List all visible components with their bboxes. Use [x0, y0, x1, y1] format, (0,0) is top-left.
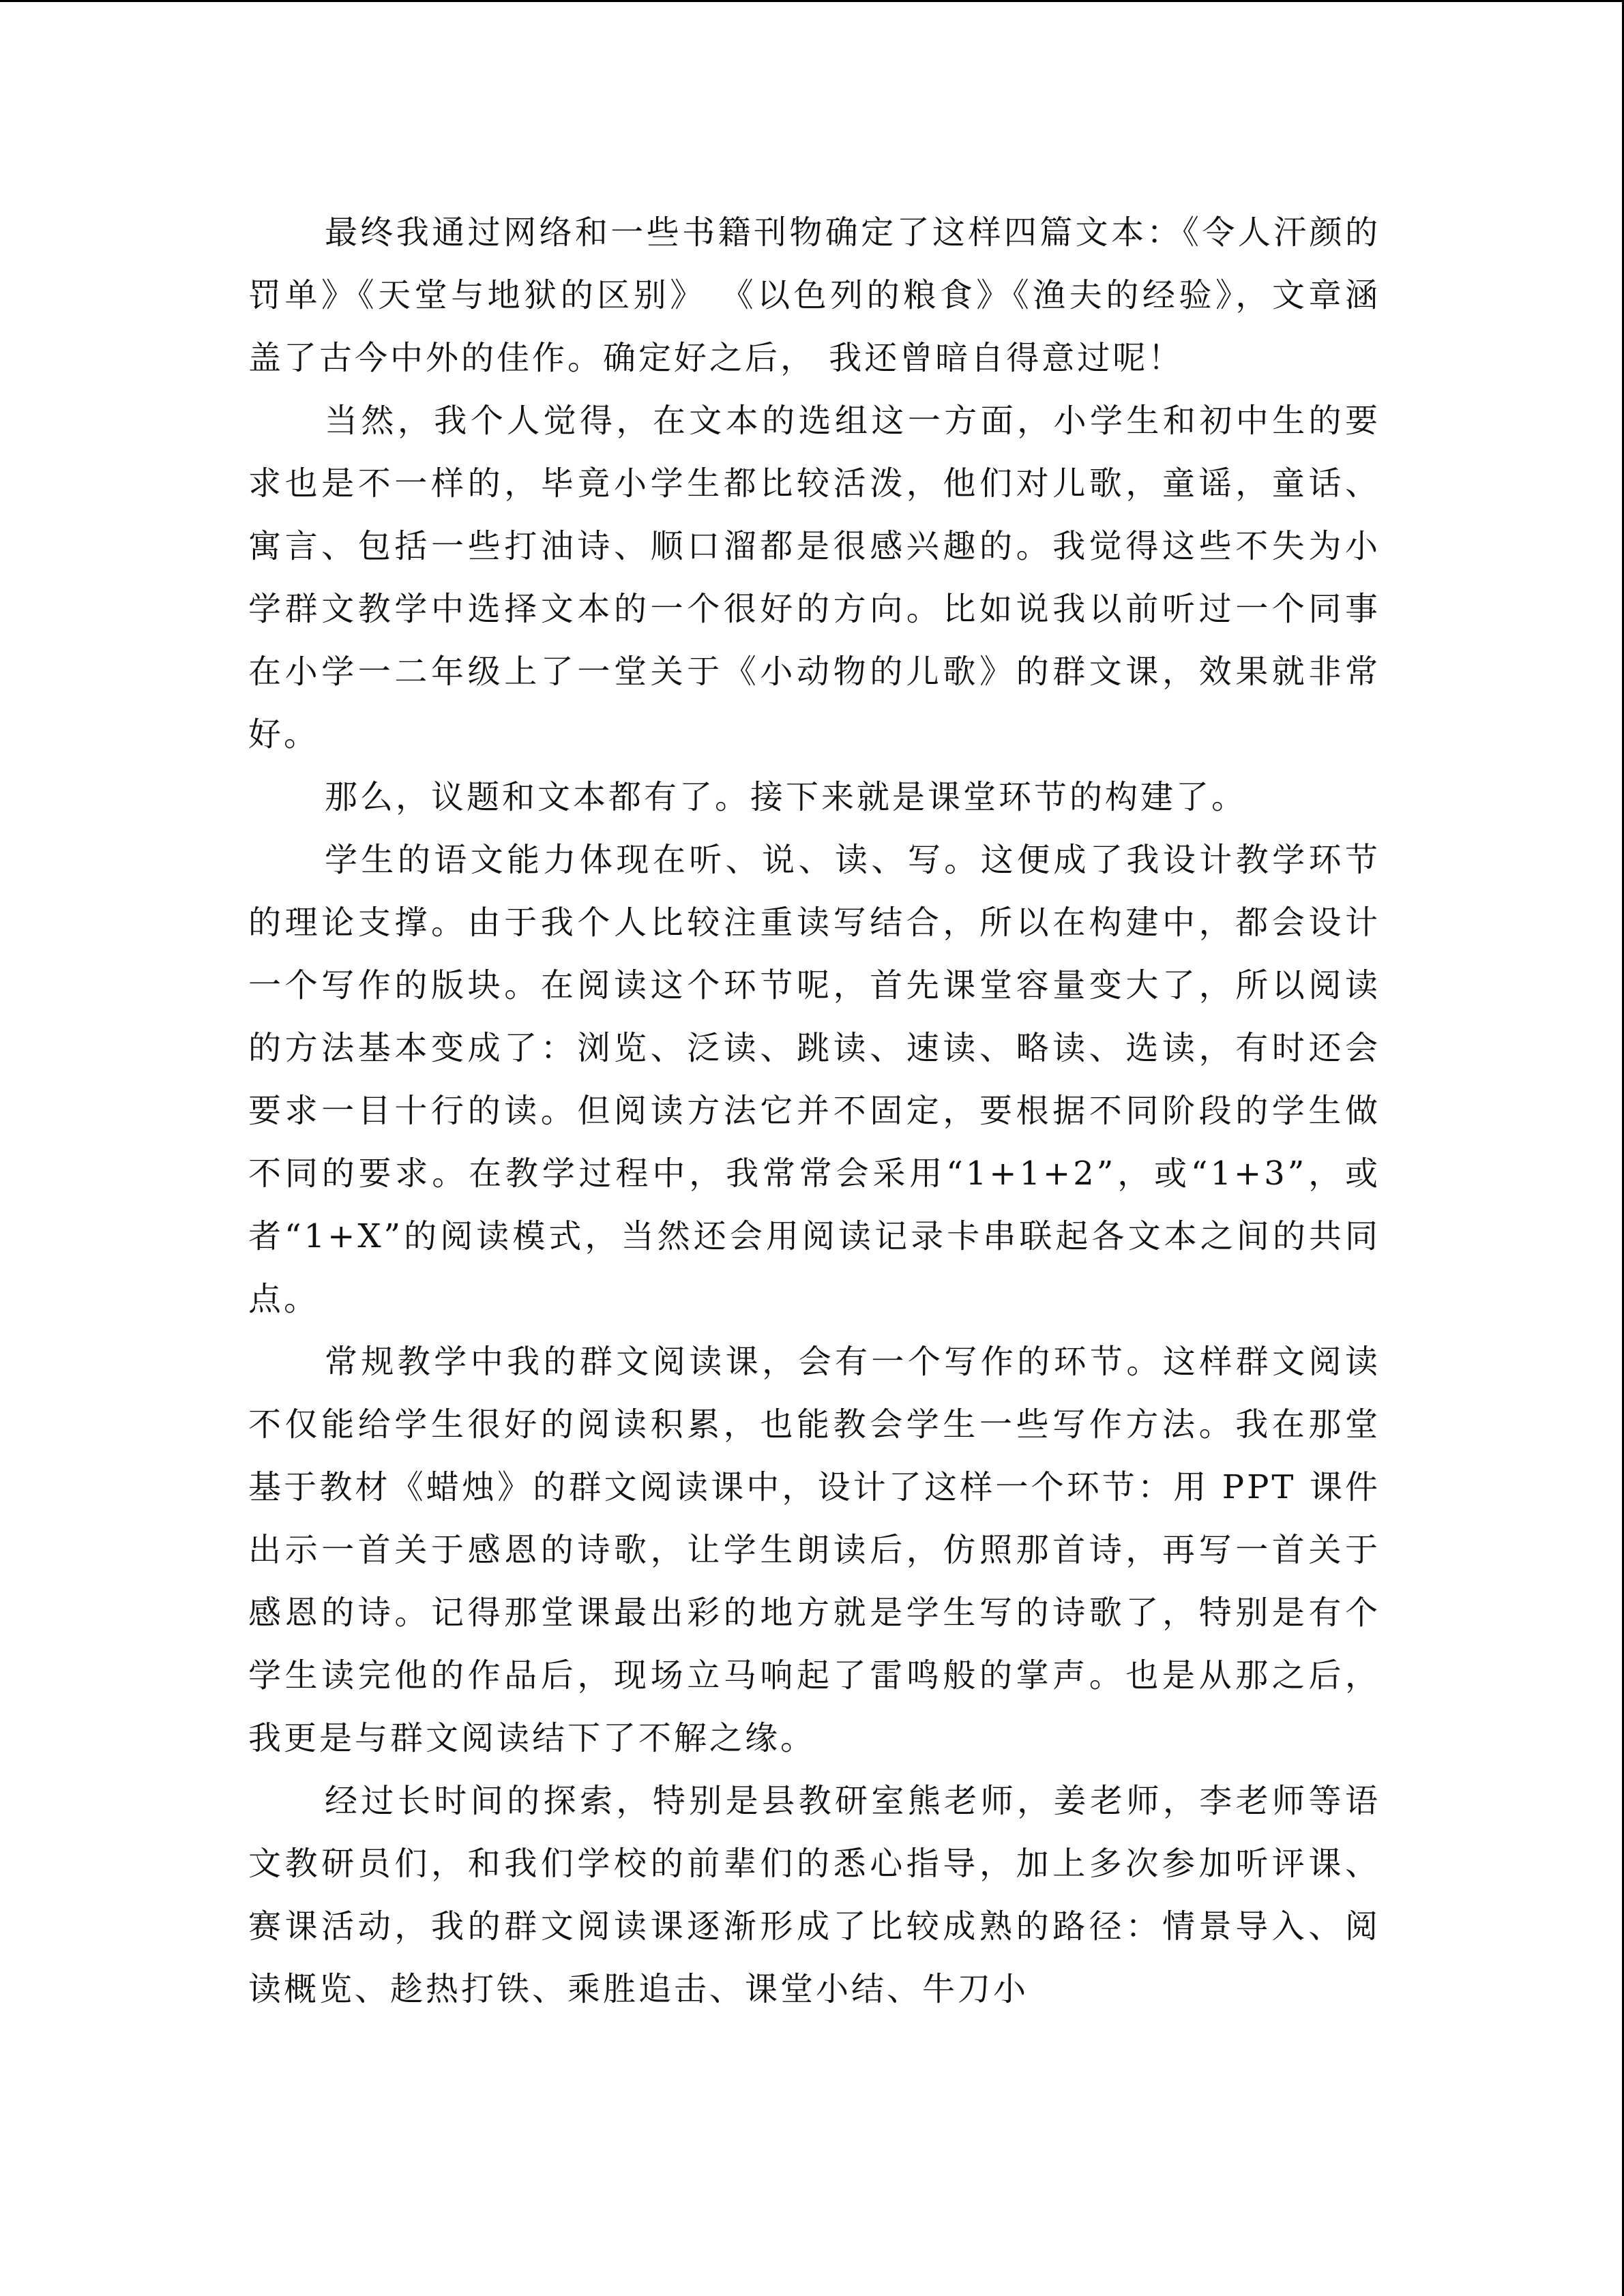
- paragraph-1: 最终我通过网络和一些书籍刊物确定了这样四篇文本：《令人汗颜的罚单》《天堂与地狱的区别》 《以色列的粮食》《渔夫的经验》，文章涵盖了古今中外的佳作。确定好之后， 我还曾暗自得意过呢！: [248, 213, 1381, 377]
- paragraph-4: 学生的语文能力体现在听、说、读、写。这便成了我设计教学环节的理论支撑。由于我个人比较注重读写结合，所以在构建中，都会设计一个写作的版块。在阅读这个环节呢，首先课堂容量变大了，所以阅读的方法基本变成了：浏览、泛读、跳读、速读、略读、选读，有时还会要求一目十行的读。但阅读方法它并不固定，要根据不同阶段的学生做不同的要求。在教学过程中，我常常会采用“1+1+2”，或“1+3”，或者“1+X”的阅读模式，当然还会用阅读记录卡串联起各文本之间的共同点。: [248, 841, 1381, 1318]
- document-page: [248, 201, 1381, 2021]
- paragraph-6: 经过长时间的探索，特别是县教研室熊老师，姜老师，李老师等语文教研员们，和我们学校的前辈们的悉心指导，加上多次参加听评课、赛课活动，我的群文阅读课逐渐形成了比较成熟的路径：情景导入、阅读概览、趁热打铁、乘胜追击、课堂小结、牛刀小: [248, 1782, 1381, 2008]
- paragraph-3: 那么，议题和文本都有了。接下来就是课堂环节的构建了。: [325, 778, 1247, 816]
- paragraph-2: 当然，我个人觉得，在文本的选组这一方面，小学生和初中生的要求也是不一样的，毕竟小学生都比较活泼，他们对儿歌，童谣，童话、寓言、包括一些打油诗、顺口溜都是很感兴趣的。我觉得这些不失为小学群文教学中选择文本的一个很好的方向。比如说我以前听过一个同事在小学一二年级上了一堂关于《小动物的儿歌》的群文课，效果就非常好。: [248, 402, 1381, 754]
- paragraph-5: 常规教学中我的群文阅读课，会有一个写作的环节。这样群文阅读不仅能给学生很好的阅读积累，也能教会学生一些写作方法。我在那堂基于教材《蜡烛》的群文阅读课中，设计了这样一个环节：用 PPT 课件出示一首关于感恩的诗歌，让学生朗读后，仿照那首诗，再写一首关于感恩的诗。记得那堂课最出彩的地方就是学生写的诗歌了，特别是有个学生读完他的作品后，现场立马响起了雷鸣般的掌声。也是从那之后， 我更是与群文阅读结下了不解之缘。: [248, 1343, 1381, 1757]
